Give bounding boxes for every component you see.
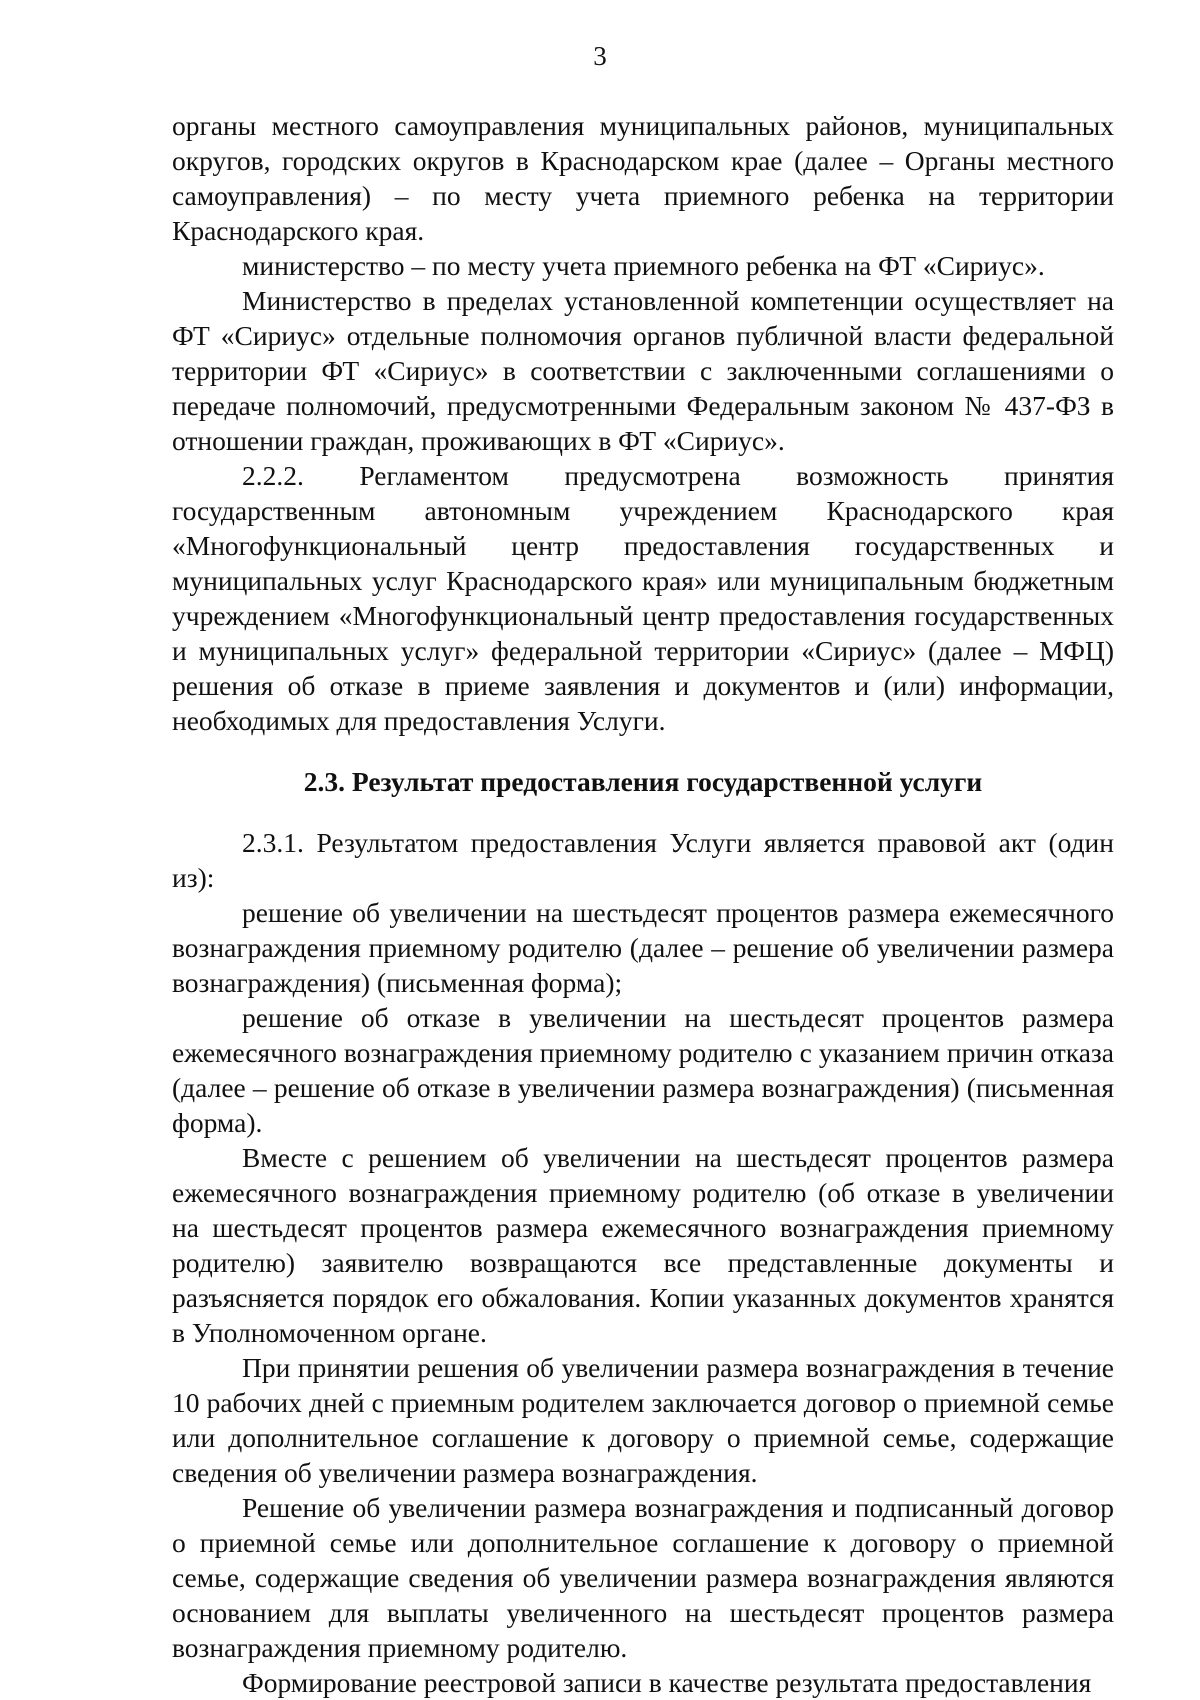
paragraph: Решение об увеличении размера вознаграждения и подписанный договор о приемной семье или дополнительное соглашение к договору о приемной семье, содержащие сведения об увеличении размера вознаграждения являются основанием для выплаты увеличенного на шестьдесят процентов размера вознаграждения приемному родителю.: [172, 1492, 1114, 1663]
paragraph: министерство – по месту учета приемного ребенка на ФТ «Сириус».: [242, 250, 1045, 281]
page-number: 3: [593, 41, 607, 71]
document-body: [172, 108, 1114, 1700]
paragraph: решение об отказе в увеличении на шестьдесят процентов размера ежемесячного вознаграждения приемному родителю с указанием причин отказа (далее – решение об отказе в увеличении размера вознаграждения) (письменная форма).: [172, 1002, 1114, 1138]
paragraph: 2.3.1. Результатом предоставления Услуги является правовой акт (один из):: [172, 827, 1114, 893]
paragraph: 2.2.2. Регламентом предусмотрена возможность принятия государственным автономным учреждением Краснодарского края «Многофункциональный центр предоставления государственных и муниципальных услуг Краснодарского края» или муниципальным бюджетным учреждением «Многофункциональный центр предоставления государственных и муниципальных услуг» федеральной территории «Сириус» (далее – МФЦ) решения об отказе в приеме заявления и документов и (или) информации, необходимых для предоставления Услуги.: [172, 460, 1114, 736]
paragraph: органы местного самоуправления муниципальных районов, муниципальных округов, городских округов в Краснодарском крае (далее – Органы местного самоуправления) – по месту учета приемного ребенка на территории Краснодарского края.: [172, 110, 1114, 246]
paragraph: Министерство в пределах установленной компетенции осуществляет на ФТ «Сириус» отдельные полномочия органов публичной власти федеральной территории ФТ «Сириус» в соответствии с заключенными соглашениями о передаче полномочий, предусмотренными Федеральным законом № 437-ФЗ в отношении граждан, проживающих в ФТ «Сириус».: [172, 285, 1114, 456]
paragraph: Вместе с решением об увеличении на шестьдесят процентов размера ежемесячного вознаграждения приемному родителю (об отказе в увеличении на шестьдесят процентов размера ежемесячного вознаграждения приемному родителю) заявителю возвращаются все представленные документы и разъясняется порядок его обжалования. Копии указанных документов хранятся в Уполномоченном органе.: [172, 1142, 1114, 1348]
paragraph: Формирование реестровой записи в качестве результата предоставления: [242, 1667, 1092, 1698]
section-title: 2.3. Результат предоставления государственной услуги: [303, 766, 983, 797]
paragraph: При принятии решения об увеличении размера вознаграждения в течение 10 рабочих дней с приемным родителем заключается договор о приемной семье или дополнительное соглашение к договору о приемной семье, содержащие сведения об увеличении размера вознаграждения.: [172, 1352, 1114, 1488]
paragraph: решение об увеличении на шестьдесят процентов размера ежемесячного вознаграждения приемному родителю (далее – решение об увеличении размера вознаграждения) (письменная форма);: [172, 897, 1114, 998]
